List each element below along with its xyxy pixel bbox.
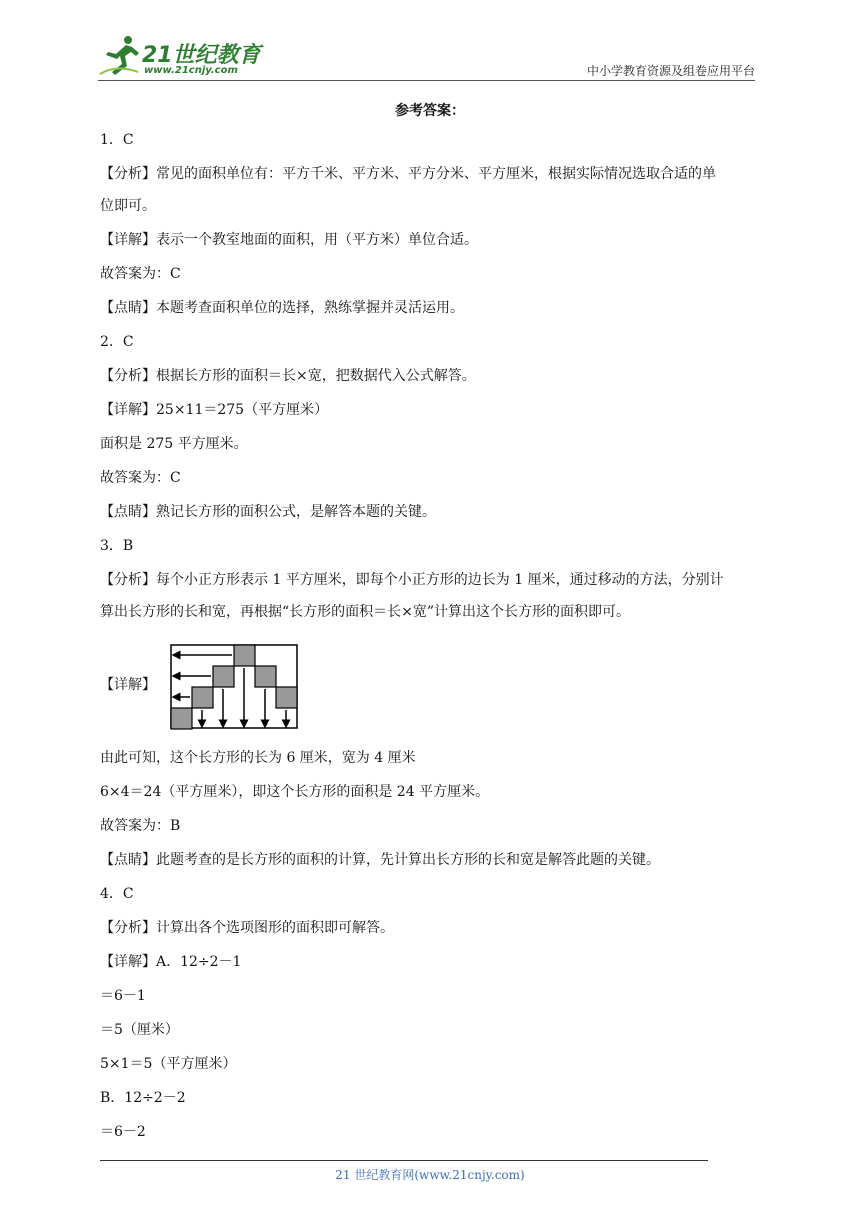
text-line: 【点睛】此题考查的是长方形的面积的计算，先计算出长方形的长和宽是解答此题的关键。 — [100, 852, 660, 868]
page-title: 参考答案： — [395, 103, 465, 119]
detail-figure — [100, 640, 320, 735]
text-line: 故答案为：C — [100, 470, 181, 486]
text-line: 2．C — [100, 334, 134, 350]
text-line: 【分析】常见的面积单位有：平方千米、平方米、平方分米、平方厘米，根据实际情况选取合适的单 — [100, 166, 716, 182]
text-line: 【分析】计算出各个选项图形的面积即可解答。 — [100, 920, 394, 936]
platform-name: 中小学教育资源及组卷应用平台 — [586, 64, 755, 78]
text-line: 【详解】A．12÷2－1 — [100, 954, 242, 970]
text-line: 【点睛】熟记长方形的面积公式，是解答本题的关键。 — [100, 504, 436, 520]
text-line: 位即可。 — [100, 198, 156, 214]
square-grid-diagram — [170, 644, 300, 730]
site-logo — [98, 34, 268, 80]
text-line: 故答案为：B — [100, 818, 181, 834]
text-line: 【点睛】本题考查面积单位的选择，熟练掌握并灵活运用。 — [100, 300, 464, 316]
detail-label: 【详解】 — [100, 677, 156, 693]
text-line: 【分析】根据长方形的面积＝长×宽，把数据代入公式解答。 — [100, 368, 476, 384]
footer-divider — [100, 1160, 708, 1161]
text-line: 算出长方形的长和宽，再根据“长方形的面积＝长×宽”计算出这个长方形的面积即可。 — [100, 604, 631, 620]
text-line: ＝5（厘米） — [100, 1022, 179, 1038]
page-footer: 21 世纪教育网(www.21cnjy.com) — [335, 1168, 525, 1182]
text-line: 由此可知，这个长方形的长为 6 厘米，宽为 4 厘米 — [100, 750, 416, 766]
page-header — [98, 34, 755, 80]
text-line: 3．B — [100, 538, 134, 554]
text-line: 6×4＝24（平方厘米），即这个长方形的面积是 24 平方厘米。 — [100, 784, 490, 800]
text-line: 5×1＝5（平方厘米） — [100, 1056, 237, 1072]
logo-text: 21世纪教育 — [142, 43, 261, 68]
text-line: 故答案为：C — [100, 266, 181, 282]
runner-logo-icon — [98, 34, 142, 78]
text-line: 1．C — [100, 132, 134, 148]
text-line: ＝6－2 — [100, 1124, 146, 1140]
text-line: 面积是 275 平方厘米。 — [100, 436, 248, 452]
text-line: 【分析】每个小正方形表示 1 平方厘米，即每个小正方形的边长为 1 厘米，通过移动的方法，分别计 — [100, 572, 724, 588]
text-line: B．12÷2－2 — [100, 1090, 186, 1106]
header-divider — [98, 80, 755, 81]
logo-url: www.21cnjy.com — [144, 65, 238, 76]
text-line: ＝6－1 — [100, 988, 146, 1004]
text-line: 【详解】表示一个教室地面的面积，用（平方米）单位合适。 — [100, 232, 478, 248]
text-line: 【详解】25×11＝275（平方厘米） — [100, 402, 329, 418]
text-line: 4．C — [100, 886, 134, 902]
